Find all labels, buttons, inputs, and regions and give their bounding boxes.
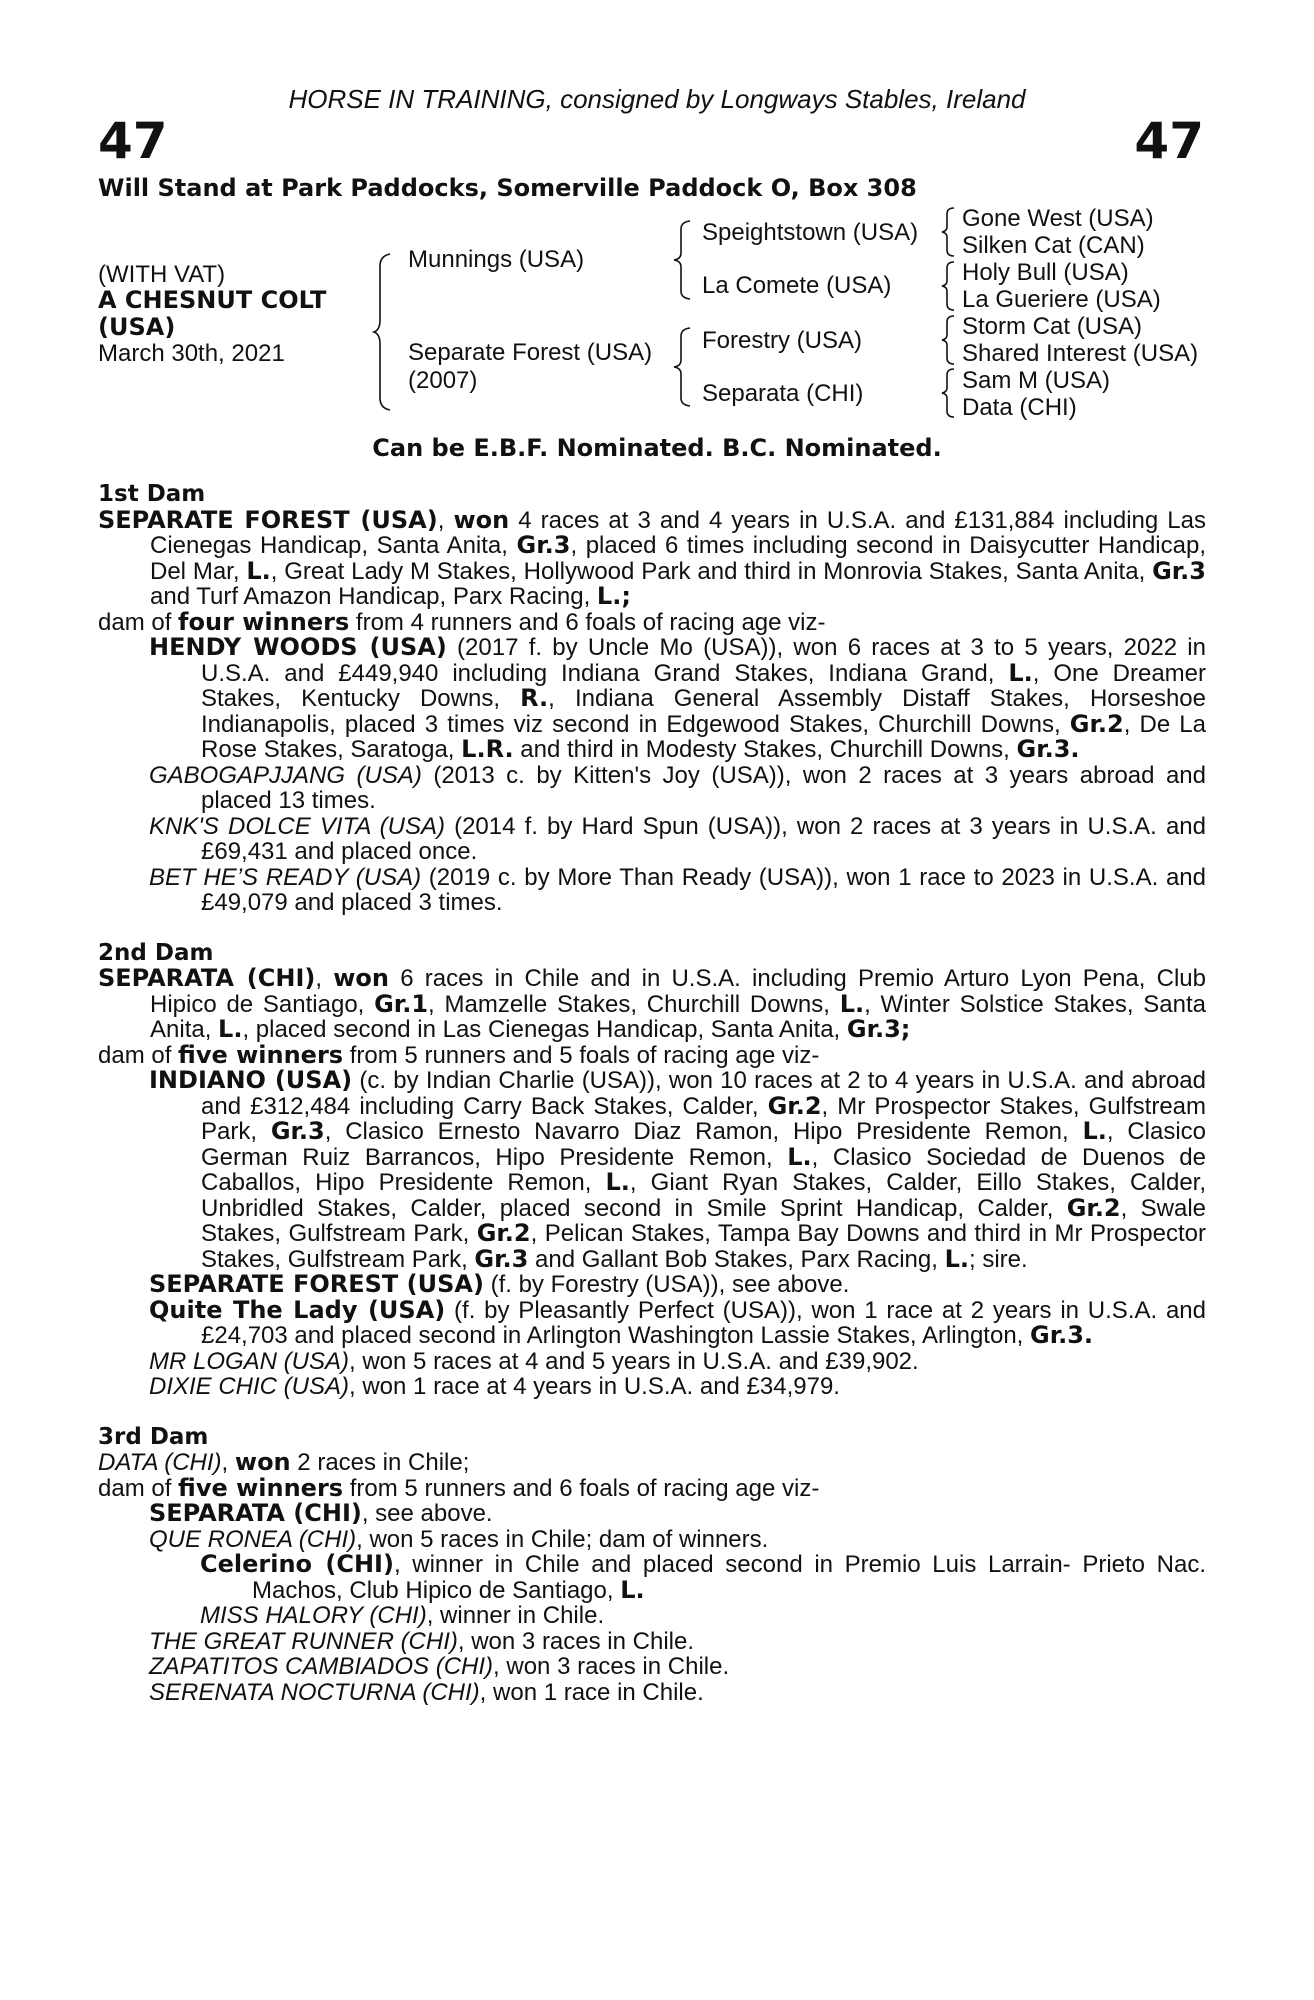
progeny-name: HENDY WOODS (USA): [149, 633, 447, 661]
record-text: , won 3 races in Chile.: [493, 1653, 730, 1680]
progeny-knks-dolce-vita: [98, 814, 1206, 865]
progeny-serenata-nocturna: [98, 1680, 1206, 1706]
grade-badge: Gr.2: [1069, 709, 1124, 738]
sire: Munnings (USA): [408, 246, 585, 273]
won-label: won: [333, 964, 389, 992]
grade-badge: L.: [620, 1575, 645, 1604]
record-text: (f. by Forestry (USA)), see above.: [483, 1271, 850, 1298]
grade-badge: L.: [787, 1142, 812, 1171]
horse-country: (USA): [98, 313, 176, 341]
record-text: , One Dreamer Stakes, Kentucky Downs,: [201, 659, 1207, 712]
progeny-name: THE GREAT RUNNER (CHI): [149, 1627, 458, 1655]
second-dam-name: SEPARATA (CHI): [98, 964, 316, 992]
progeny-name: MISS HALORY (CHI): [200, 1602, 427, 1629]
progeny-name: DIXIE CHIC (USA): [149, 1373, 350, 1400]
record-text: dam of: [98, 608, 179, 636]
sire-sire-dam: Silken Cat (CAN): [962, 232, 1145, 259]
second-dam-heading: 2nd Dam: [98, 939, 214, 966]
progeny-gabogapjjang: [98, 763, 1206, 814]
grade-badge: Gr.2: [476, 1219, 531, 1247]
record-text: and Gallant Bob Stakes, Parx Racing,: [528, 1245, 945, 1273]
dam-sire-sire: Storm Cat (USA): [962, 313, 1143, 340]
dam-dam-dam: Data (CHI): [962, 394, 1077, 421]
progeny-name: MR LOGAN (USA): [149, 1347, 350, 1375]
pedigree-brace-g3-4: [940, 367, 956, 419]
record-text: (2019 c. by More Than Ready (USA)), won 1 race to 2023 in U.S.A. and £49,079 and placed 3 times.: [201, 863, 1206, 916]
grade-badge: L.: [246, 556, 271, 585]
sire-sire-sire: Gone West (USA): [962, 205, 1154, 232]
progeny-zapatitos-cambiados: [98, 1654, 1206, 1680]
progeny-quite-the-lady: [98, 1295, 1206, 1349]
first-dam-record: SEPARATE FOREST (USA), won 4 races at 3 and 4 years in U.S.A. and £131,884 including Las Cienegas Handicap, Santa Anita, Gr.3, placed 6 times including second in Daisycutter Handicap, Del Mar, L., Great Lady M Stakes, Hollywood Park and third in Monrovia Stakes, Santa Anita, Gr.3 and Turf Amazon Handicap, Parx Racing, L.;: [98, 505, 1207, 610]
first-dam-name: SEPARATE FOREST (USA): [98, 505, 438, 534]
stand-location: Will Stand at Park Paddocks, Somerville Paddock O, Box 308: [98, 174, 917, 202]
record-text: (2017 f. by Uncle Mo (USA)), won 6 races at 3 to 5 years, 2022 in U.S.A. and £449,940 including Indiana Grand Stakes, Indiana Grand,: [201, 634, 1206, 687]
record-text: dam of: [98, 1041, 179, 1069]
grade-badge: L.: [839, 989, 865, 1018]
record-text: , Great Lady M Stakes, Hollywood Park and third in Monrovia Stakes, Santa Anita,: [270, 557, 1153, 585]
progeny-name: KNK'S DOLCE VITA (USA): [149, 812, 445, 840]
grade-badge: Gr.3;: [846, 1015, 911, 1043]
pedigree-brace-sire: [672, 219, 694, 301]
sire-dam-sire: Holy Bull (USA): [962, 259, 1129, 286]
grade-badge: Gr.3.: [1016, 735, 1080, 763]
record-text: , Winter Solstice Stakes, Santa Anita,: [150, 990, 1206, 1043]
record-text: , Clasico Sociedad de Duenos de Caballos, Hipo Presidente Remon,: [201, 1143, 1206, 1196]
record-text: , Clasico Ernesto Navarro Diaz Ramon, Hipo Presidente Remon,: [324, 1118, 1083, 1145]
dam-sire: Forestry (USA): [702, 327, 863, 354]
dam-dam: Separata (CHI): [702, 380, 864, 407]
record-text: , Giant Ryan Stakes, Calder, Eillo Stakes, Calder, Unbridled Stakes, Calder, placed second in Smile Sprint Handicap, Calder,: [201, 1169, 1206, 1222]
progeny-bet-hes-ready: [98, 865, 1206, 916]
record-text: dam of: [98, 1474, 179, 1502]
record-text: (2014 f. by Hard Spun (USA)), won 2 races at 3 years in U.S.A. and £69,431 and placed once.: [201, 812, 1206, 865]
winners-count: five winners: [178, 1040, 344, 1069]
dam-year: (2007): [408, 367, 478, 394]
record-text: (2013 c. by Kitten's Joy (USA)), won 2 races at 3 years abroad and placed 13 times.: [201, 761, 1207, 814]
nominations-line: Can be E.B.F. Nominated. B.C. Nominated.: [372, 434, 942, 462]
third-dam-heading: 3rd Dam: [98, 1423, 209, 1450]
record-text: , see above.: [361, 1500, 493, 1527]
progeny-separata: [98, 1501, 1206, 1527]
grade-badge: L.: [1008, 658, 1033, 687]
dam: Separate Forest (USA): [408, 339, 653, 366]
record-text: , won 1 race in Chile.: [479, 1678, 704, 1706]
record-text: , placed 6 times including second in Daisycutter Handicap, Del Mar,: [150, 532, 1206, 585]
grade-badge: Gr.3: [270, 1117, 325, 1145]
progeny-the-great-runner: [98, 1629, 1206, 1655]
progeny-name: ZAPATITOS CAMBIADOS (CHI): [149, 1653, 494, 1680]
record-text: , Indiana General Assembly Distaff Stakes, Horseshoe Indianapolis, placed 3 times viz second in Edgewood Stakes, Churchill Downs,: [201, 685, 1207, 738]
second-dam-record: SEPARATA (CHI), won 6 races in Chile and in U.S.A. including Premio Arturo Lyon Pena, Club Hipico de Santiago, Gr.1, Mamzelle Stakes, Churchill Downs, L., Winter Solstice Stakes, Santa Anita, L., placed second in Las Cienegas Handicap, Santa Anita, Gr.3;: [98, 964, 1207, 1043]
third-dam-name: DATA (CHI): [98, 1449, 222, 1476]
progeny-name: BET HE’S READY (USA): [149, 863, 422, 891]
record-text: , Mamzelle Stakes, Churchill Downs,: [428, 990, 840, 1018]
progeny-name: SEPARATA (CHI): [149, 1499, 362, 1527]
record-text: and third in Modesty Stakes, Churchill Downs,: [513, 736, 1017, 763]
progeny-indiano: [98, 1068, 1206, 1272]
record-text: 4 races at 3 and 4 years in U.S.A. and £131,884 including Las Cienegas Handicap, Santa Anita,: [150, 506, 1207, 559]
dam-dam-sire: Sam M (USA): [962, 367, 1111, 394]
record-text: , won 1 race at 4 years in U.S.A. and £34,979.: [349, 1373, 840, 1400]
first-dam-heading: 1st Dam: [98, 481, 206, 507]
record-text: from 5 runners and 6 foals of racing age viz-: [343, 1474, 820, 1502]
record-text: (f. by Pleasantly Perfect (USA)), won 1 race at 2 years in U.S.A. and £24,703 and placed second in Arlington Washington Lassie Stakes, Arlington,: [201, 1296, 1206, 1349]
grade-badge: L.;: [596, 582, 631, 610]
catalogue-header: HORSE IN TRAINING, consigned by Longways Stables, Ireland: [288, 84, 1026, 114]
first-dam-produce-summary: [98, 607, 1206, 636]
second-dam-produce-summary: [98, 1040, 1206, 1069]
grade-badge: Gr.3.: [1030, 1321, 1094, 1349]
pedigree-brace-g3-1: [940, 206, 956, 258]
pedigree-brace-g3-2: [940, 260, 956, 312]
sire-dam-dam: La Gueriere (USA): [962, 286, 1161, 313]
progeny-dixie-chic: [98, 1374, 1206, 1400]
grade-badge: L.: [605, 1168, 630, 1196]
grade-badge: L.: [944, 1244, 970, 1273]
record-text: 2 races in Chile;: [290, 1449, 470, 1476]
record-text: , winner in Chile.: [426, 1602, 605, 1629]
sire-dam: La Comete (USA): [702, 272, 892, 299]
record-text: , Swale Stakes, Gulfstream Park,: [201, 1194, 1207, 1247]
record-text: , won 3 races in Chile.: [457, 1627, 694, 1655]
record-text: , De La Rose Stakes, Saratoga,: [201, 710, 1206, 763]
record-text: ; sire.: [969, 1245, 1028, 1273]
record-text: and Turf Amazon Handicap, Parx Racing,: [150, 583, 597, 610]
catalogue-body: [98, 482, 1206, 1705]
record-text: , Mr Prospector Stakes, Gulfstream Park,: [201, 1092, 1207, 1145]
won-label: won: [453, 505, 510, 534]
progeny-mr-logan: [98, 1349, 1206, 1375]
grade-badge: Gr.1: [374, 989, 429, 1018]
record-text: , winner in Chile and placed second in Premio Luis Larrain- Prieto Nac. Machos, Club Hipico de Santiago,: [252, 1551, 1206, 1604]
grade-badge: R.: [520, 684, 549, 712]
vat-note: (WITH VAT): [98, 261, 226, 288]
progeny-name: SERENATA NOCTURNA (CHI): [149, 1678, 480, 1706]
lot-number-right: 47: [1134, 112, 1204, 170]
record-text: (c. by Indian Charlie (USA)), won 10 races at 2 to 4 years in U.S.A. and abroad and £312,484 including Carry Back Stakes, Calder,: [201, 1067, 1207, 1120]
progeny-hendy-woods: [98, 635, 1206, 763]
won-label: won: [234, 1448, 291, 1476]
record-text: from 5 runners and 5 foals of racing age viz-: [343, 1041, 820, 1069]
winners-count: five winners: [178, 1473, 344, 1502]
grandprogeny-miss-halory: [98, 1603, 1206, 1629]
progeny-name: Quite The Lady (USA): [149, 1295, 446, 1324]
third-dam-produce-summary: [98, 1473, 1206, 1502]
pedigree-brace-main: [372, 252, 394, 412]
record-text: , won 5 races at 4 and 5 years in U.S.A. and £39,902.: [349, 1347, 919, 1375]
progeny-name: SEPARATE FOREST (USA): [149, 1270, 484, 1298]
pedigree-brace-g3-3: [940, 314, 956, 366]
dam-sire-dam: Shared Interest (USA): [962, 340, 1199, 367]
progeny-name: GABOGAPJJANG (USA): [149, 761, 422, 789]
record-text: from 4 runners and 6 foals of racing age viz-: [349, 608, 826, 636]
sire-sire: Speightstown (USA): [702, 219, 919, 246]
record-text: 6 races in Chile and in U.S.A. including Premio Arturo Lyon Pena, Club Hipico de Santiago,: [150, 965, 1207, 1018]
progeny-name: Celerino (CHI): [200, 1550, 394, 1578]
record-text: , placed second in Las Cienegas Handicap, Santa Anita,: [242, 1016, 847, 1043]
record-text: , Pelican Stakes, Tampa Bay Downs and third in Mr Prospector Stakes, Gulfstream Park,: [201, 1220, 1207, 1273]
grade-badge: Gr.3: [474, 1244, 529, 1273]
third-dam-record: DATA (CHI), won 2 races in Chile;: [98, 1448, 470, 1476]
foaling-date: March 30th, 2021: [98, 340, 285, 367]
progeny-name: QUE RONEA (CHI): [149, 1525, 357, 1553]
grade-badge: L.: [218, 1015, 243, 1043]
grade-badge: Gr.3: [516, 531, 571, 559]
progeny-que-ronea: [98, 1527, 1206, 1553]
grade-badge: L.R.: [461, 735, 514, 763]
winners-count: four winners: [178, 607, 350, 636]
grade-badge: L.: [1082, 1117, 1107, 1145]
record-text: , won 5 races in Chile; dam of winners.: [356, 1525, 769, 1553]
lot-number-left: 47: [98, 112, 168, 170]
grandprogeny-celerino: [98, 1552, 1206, 1603]
progeny-name: INDIANO (USA): [149, 1066, 353, 1094]
grade-badge: Gr.2: [767, 1091, 822, 1120]
progeny-separate-forest: [98, 1272, 1206, 1298]
record-text: , Clasico German Ruiz Barrancos, Hipo Presidente Remon,: [201, 1118, 1207, 1171]
pedigree-brace-dam: [672, 326, 694, 408]
horse-name: A CHESNUT COLT: [98, 286, 327, 314]
grade-badge: Gr.2: [1066, 1193, 1121, 1222]
grade-badge: Gr.3: [1152, 556, 1206, 585]
